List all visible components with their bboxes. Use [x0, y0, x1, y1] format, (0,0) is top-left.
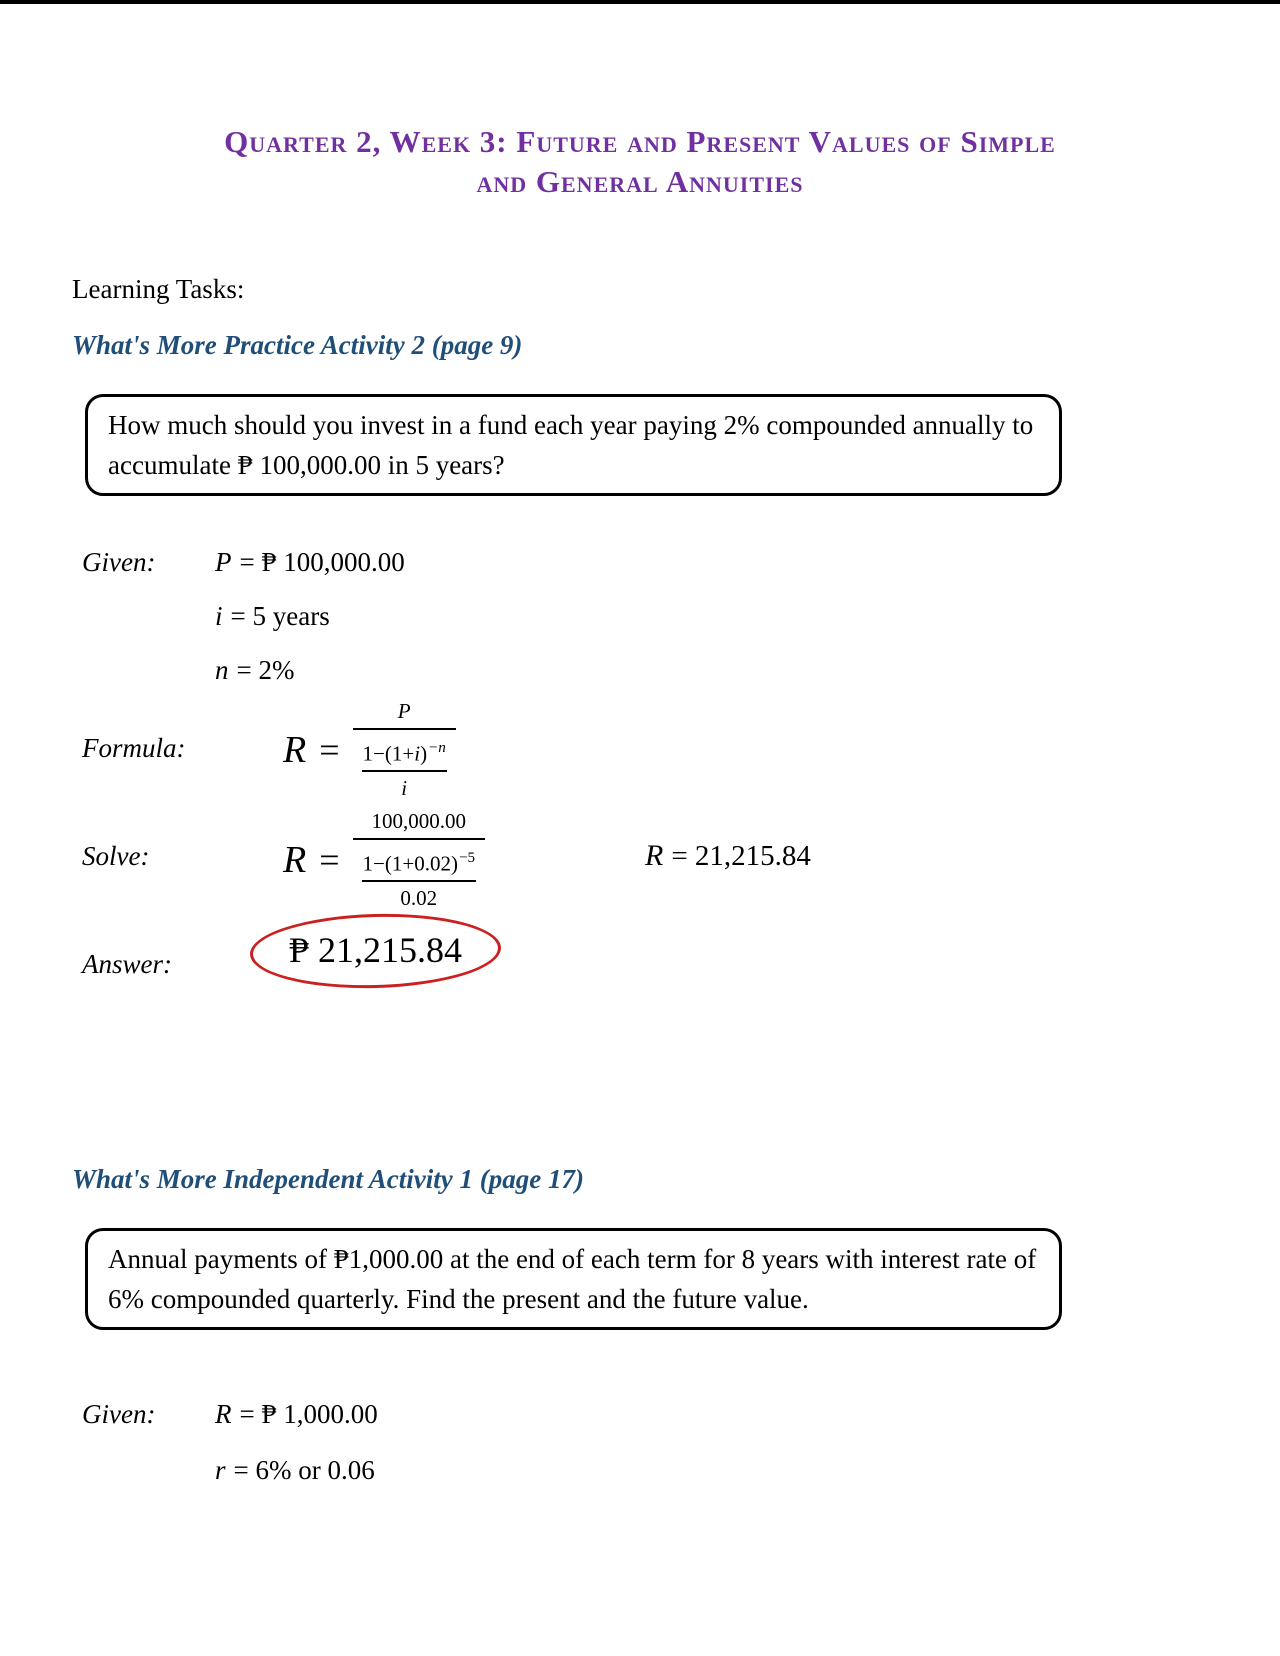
page-top-edge: [0, 0, 1280, 4]
solve-equation: [283, 808, 485, 912]
given-value: = ₱ 1,000.00: [239, 1399, 378, 1429]
activity2-given-list: [215, 1394, 378, 1506]
solve-lhs-variable: R: [283, 839, 307, 881]
activity2-heading: What's More Independent Activity 1 (page 17): [72, 1164, 584, 1194]
given-variable: R: [215, 1399, 232, 1429]
inner-variable: i: [414, 741, 421, 766]
result-variable: R: [645, 839, 664, 872]
inner-fraction: [362, 734, 447, 801]
inner-fraction-numerator: $1-(1+0.02)^{-5}$: [362, 850, 476, 876]
activity1-heading: What's More Practice Activity 2 (page 9): [72, 330, 523, 360]
inner-fraction-numerator: $1-(1+i)^{-n}$: [362, 740, 446, 766]
activity2-problem-box: [85, 1228, 1062, 1330]
activity1-answer-label: Answer:: [82, 949, 172, 979]
given-value: = 6% or 0.06: [233, 1455, 375, 1485]
activity1-solve-label: Solve:: [82, 841, 150, 871]
activity2-given-label: Given:: [82, 1399, 156, 1429]
solve-fraction: [353, 806, 486, 913]
activity1-given-list: [215, 542, 405, 704]
inner-fraction: [362, 844, 477, 911]
given-value: = ₱ 100,000.00: [239, 547, 405, 577]
document-title-line2: and General Annuities: [476, 164, 804, 199]
learning-tasks-label: Learning Tasks:: [72, 274, 245, 304]
fraction-numerator: 100,000.00: [371, 809, 467, 834]
given-item: [215, 650, 405, 690]
given-item: [215, 542, 405, 582]
equals-sign: =: [319, 840, 340, 880]
given-item: [215, 1450, 378, 1490]
document-title-line1: Quarter 2, Week 3: Future and Present Values of Simple: [224, 124, 1056, 159]
answer-highlight-ellipse: [249, 911, 502, 992]
formula-lhs-variable: R: [283, 729, 307, 771]
document-title: [60, 122, 1220, 202]
formula-equation: [283, 698, 456, 802]
answer-value: ₱ 21,215.84: [288, 930, 463, 971]
inner-fraction-denominator: 0.02: [362, 880, 477, 912]
exponent: −n: [428, 740, 446, 757]
solve-result: [645, 836, 811, 876]
given-value: = 5 years: [230, 601, 330, 631]
given-variable: i: [215, 601, 223, 631]
given-variable: n: [215, 655, 229, 685]
given-item: [215, 596, 405, 636]
activity2-problem-text: Annual payments of ₱1,000.00 at the end of each term for 8 years with interest rate of 6% compounded quarterly. Find the present and the future value.: [108, 1244, 1037, 1314]
given-variable: P: [215, 547, 232, 577]
activity1-given-label: Given:: [82, 547, 156, 577]
equals-sign: =: [319, 730, 340, 770]
fraction-denominator: [353, 728, 456, 803]
formula-fraction: [353, 696, 456, 803]
activity1-formula-label: Formula:: [82, 733, 186, 763]
given-variable: r: [215, 1455, 226, 1485]
inner-fraction-denominator: i: [362, 770, 447, 802]
result-value: = 21,215.84: [671, 840, 811, 872]
given-item: [215, 1394, 378, 1434]
given-value: = 2%: [236, 655, 295, 685]
fraction-denominator: [353, 838, 486, 913]
exponent: −5: [458, 850, 476, 867]
activity1-problem-text: How much should you invest in a fund each year paying 2% compounded annually to accumulate ₱ 100,000.00 in 5 years?: [108, 410, 1034, 480]
activity1-problem-box: [85, 394, 1062, 496]
fraction-numerator: P: [397, 699, 411, 724]
